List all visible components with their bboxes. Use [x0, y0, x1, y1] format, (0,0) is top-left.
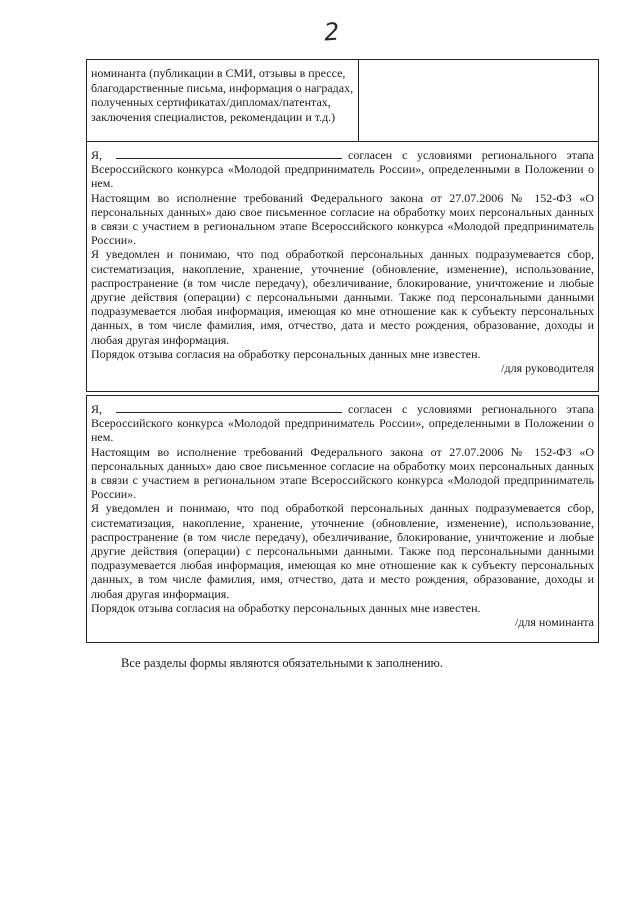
nominee-materials-field[interactable] — [359, 60, 598, 141]
signature-label: /для номинанта — [514, 615, 594, 630]
consent-continuation: Всероссийского конкурса «Молодой предприниматель России», определенными в Положении о нем. — [91, 162, 594, 191]
consent-ya: Я, — [91, 148, 103, 162]
consent-ya: Я, — [91, 402, 103, 416]
consent-first-line — [91, 401, 594, 416]
form-footer-note: Все разделы формы являются обязательными к заполнению. — [121, 656, 444, 670]
consent-first-line — [91, 147, 594, 162]
name-blank-field[interactable] — [116, 401, 342, 413]
consent-law-paragraph: Настоящим во исполнение требований Федерального закона от 27.07.2006 № 152-ФЗ «О персональных данных» даю свое письменное согласие на обработку моих персональных данных в связи с участием в региональном этапе Всероссийского конкурса «Молодой предприниматель России». — [91, 444, 594, 502]
nominee-materials-label: номинанта (публикации в СМИ, отзывы в прессе, благодарственные письма, информация о наградах, полученных сертификатах/дипломах/патентах, заключения специалистов, рекомендации и т.д.) — [87, 60, 359, 141]
consent-revoke-paragraph: Порядок отзыва согласия на обработку персональных данных мне известен. — [91, 600, 481, 615]
consent-revoke-paragraph: Порядок отзыва согласия на обработку персональных данных мне известен. — [91, 346, 481, 361]
signature-label: /для руководителя — [501, 361, 594, 376]
consent-first-line-text: согласен с условиями регионального этапа — [348, 402, 594, 416]
consent-continuation: Всероссийского конкурса «Молодой предприниматель России», определенными в Положении о нем. — [91, 416, 594, 445]
consent-first-line-text: согласен с условиями регионального этапа — [348, 148, 594, 162]
consent-block-head — [86, 141, 599, 392]
nominee-materials-row — [86, 59, 599, 142]
consent-understand-paragraph: Я уведомлен и понимаю, что под обработкой персональных данных подразумевается сбор, систематизация, накопление, хранение, уточнение (обновление, изменение), использование, распространение (в том числе передачу), обезличивание, блокирование, уничтожение и любые другие действия (операции) с персональными данными. Также под персональными данными подразумевается любая информация, имеющая ко мне отношение как к субъекту персональных данных, в том числе фамилия, имя, отчество, дата и место рождения, образование, доходы и любая другая информация. — [91, 247, 594, 347]
consent-understand-paragraph: Я уведомлен и понимаю, что под обработкой персональных данных подразумевается сбор, систематизация, накопление, хранение, уточнение (обновление, изменение), использование, распространение (в том числе передачу), обезличивание, блокирование, уничтожение и любые другие действия (операции) с персональными данными. Также под персональными данными подразумевается любая информация, имеющая ко мне отношение как к субъекту персональных данных, в том числе фамилия, имя, отчество, дата и место рождения, образование, доходы и любая другая информация. — [91, 501, 594, 601]
consent-law-paragraph: Настоящим во исполнение требований Федерального закона от 27.07.2006 № 152-ФЗ «О персональных данных» даю свое письменное согласие на обработку моих персональных данных в связи с участием в региональном этапе Всероссийского конкурса «Молодой предприниматель России». — [91, 190, 594, 248]
page-number: 2 — [323, 17, 341, 47]
name-blank-field[interactable] — [116, 147, 342, 159]
consent-block-nominee — [86, 395, 599, 643]
